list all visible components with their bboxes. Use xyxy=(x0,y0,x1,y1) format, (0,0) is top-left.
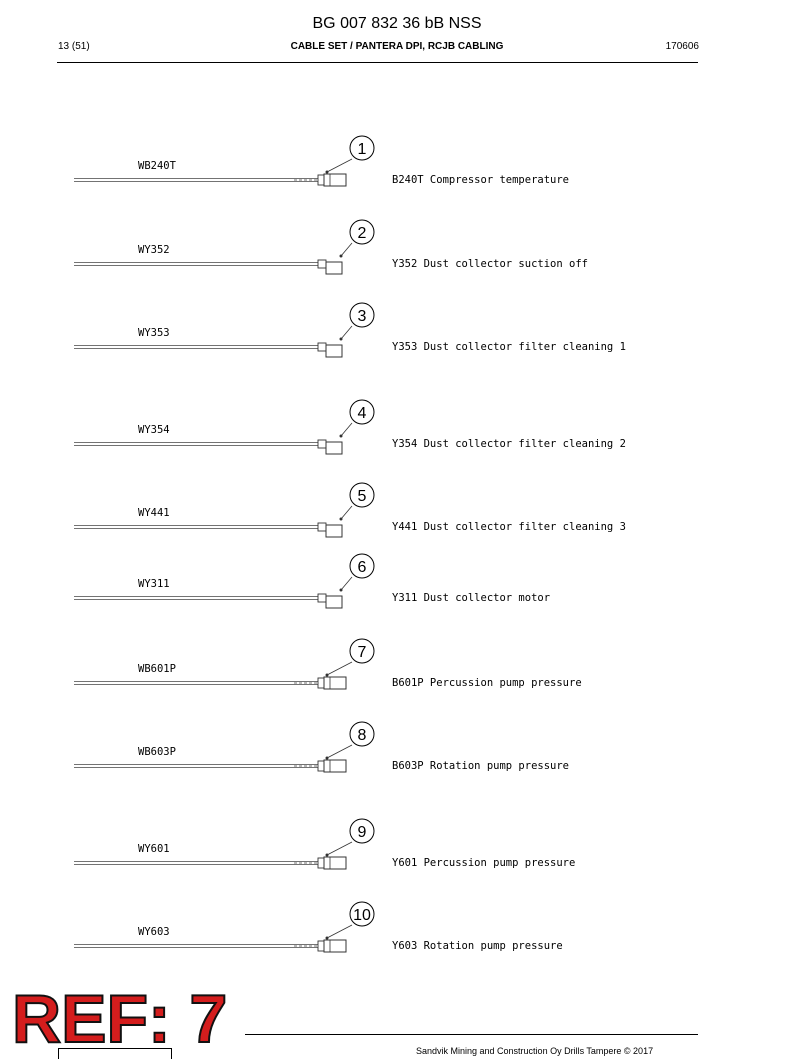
cable-row xyxy=(74,303,626,357)
cable-name: WB240T xyxy=(138,160,176,172)
part-description: Y354 Dust collector filter cleaning 2 xyxy=(392,438,626,450)
part-description: Y311 Dust collector motor xyxy=(392,592,551,604)
cable-name: WY311 xyxy=(138,578,170,590)
company-logo xyxy=(58,1048,172,1059)
leader-dot xyxy=(340,518,343,521)
ref-number: 6 xyxy=(357,559,367,576)
leader-line xyxy=(341,243,352,256)
cable-row xyxy=(74,400,626,454)
leader-line xyxy=(341,577,352,590)
footer-divider xyxy=(245,1034,698,1035)
ref-number: 1 xyxy=(357,141,367,158)
ref-number: 10 xyxy=(353,907,371,924)
leader-dot xyxy=(340,435,343,438)
leader-line xyxy=(341,506,352,519)
sensor-body xyxy=(324,760,346,772)
valve-stem xyxy=(318,440,326,448)
leader-dot xyxy=(326,171,329,174)
leader-dot xyxy=(326,937,329,940)
cable-row xyxy=(74,483,626,537)
valve-stem xyxy=(318,260,326,268)
part-description: Y603 Rotation pump pressure xyxy=(392,940,563,952)
valve-body xyxy=(326,525,342,537)
cable-row xyxy=(74,554,550,608)
cable-row xyxy=(74,136,569,186)
cable-row xyxy=(74,722,569,772)
part-description: B601P Percussion pump pressure xyxy=(392,677,582,689)
sensor-nut xyxy=(318,761,324,771)
cable-name: WB601P xyxy=(138,663,176,675)
ref-stamp: REF: 7 xyxy=(12,981,228,1057)
cable-row xyxy=(74,819,575,869)
ref-number: 7 xyxy=(357,644,367,661)
sensor-nut xyxy=(318,858,324,868)
cable-name: WY601 xyxy=(138,843,170,855)
cable-name: WY353 xyxy=(138,327,170,339)
sensor-nut xyxy=(318,678,324,688)
ref-number: 5 xyxy=(357,488,367,505)
part-description: Y601 Percussion pump pressure xyxy=(392,857,576,869)
part-description: B603P Rotation pump pressure xyxy=(392,760,570,772)
cable-name: WB603P xyxy=(138,746,176,758)
cable-row xyxy=(74,902,563,952)
sensor-body xyxy=(324,940,346,952)
sensor-nut xyxy=(318,175,324,185)
sensor-body xyxy=(324,677,346,689)
leader-line xyxy=(327,842,352,855)
valve-body xyxy=(326,442,342,454)
cable-name: WY352 xyxy=(138,244,170,256)
leader-line xyxy=(327,662,352,675)
sensor-body xyxy=(324,174,346,186)
part-description: B240T Compressor temperature xyxy=(392,174,570,186)
document-number: BG 007 832 36 bB NSS xyxy=(312,15,482,32)
leader-line xyxy=(327,925,352,938)
leader-line xyxy=(327,745,352,758)
sensor-body xyxy=(324,857,346,869)
part-description: Y352 Dust collector suction off xyxy=(392,258,588,270)
ref-number: 3 xyxy=(357,308,367,325)
ref-number: 4 xyxy=(357,405,367,422)
leader-line xyxy=(341,326,352,339)
leader-dot xyxy=(340,338,343,341)
leader-dot xyxy=(326,757,329,760)
leader-dot xyxy=(340,255,343,258)
part-description: Y441 Dust collector filter cleaning 3 xyxy=(392,521,626,533)
footer-copyright: Sandvik Mining and Construction Oy Drills Tampere © 2017 xyxy=(416,1046,654,1056)
valve-body xyxy=(326,345,342,357)
valve-stem xyxy=(318,594,326,602)
cable-name: WY603 xyxy=(138,926,170,938)
cable-row xyxy=(74,639,582,689)
leader-dot xyxy=(326,854,329,857)
ref-number: 8 xyxy=(357,727,367,744)
part-description: Y353 Dust collector filter cleaning 1 xyxy=(392,341,626,353)
cable-row xyxy=(74,220,588,274)
leader-dot xyxy=(326,674,329,677)
valve-body xyxy=(326,262,342,274)
leader-dot xyxy=(340,589,343,592)
sensor-nut xyxy=(318,941,324,951)
page-number: 13 (51) xyxy=(58,41,90,52)
cable-name: WY441 xyxy=(138,507,170,519)
leader-line xyxy=(327,159,352,172)
page-title: CABLE SET / PANTERA DPI, RCJB CABLING xyxy=(290,41,504,52)
ref-number: 9 xyxy=(357,824,367,841)
valve-stem xyxy=(318,523,326,531)
date-code: 170606 xyxy=(665,41,699,52)
cable-name: WY354 xyxy=(138,424,170,436)
valve-stem xyxy=(318,343,326,351)
ref-number: 2 xyxy=(357,225,367,242)
leader-line xyxy=(341,423,352,436)
valve-body xyxy=(326,596,342,608)
